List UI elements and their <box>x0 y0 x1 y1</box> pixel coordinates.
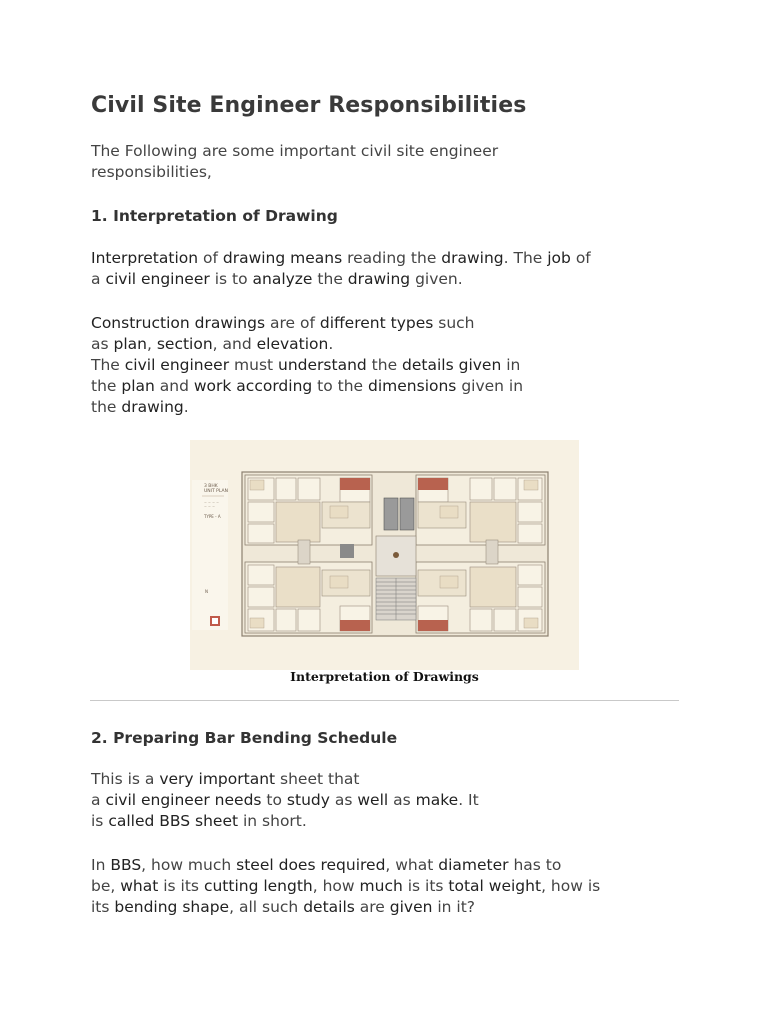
body-text: has to <box>508 856 562 874</box>
body-text: a <box>91 270 106 288</box>
keyword-text: well <box>357 791 389 809</box>
body-text: of <box>570 249 591 267</box>
intro-line-2: responsibilities, <box>91 163 212 181</box>
body-text: reading the <box>342 249 442 267</box>
section-2-paragraph-2 <box>91 855 691 918</box>
body-text: are of <box>265 314 320 332</box>
keyword-text: given <box>389 898 433 916</box>
body-text: , how <box>312 877 360 895</box>
floor-plan-image <box>190 440 579 670</box>
intro-paragraph <box>91 141 691 183</box>
keyword-text: work according <box>193 377 313 395</box>
body-text: as <box>329 791 358 809</box>
keyword-text: drawing means <box>222 249 343 267</box>
body-text: of <box>198 249 223 267</box>
intro-line-1: The Following are some important civil site engineer <box>91 142 499 160</box>
body-text: , what <box>385 856 439 874</box>
keyword-text: total weight <box>448 877 542 895</box>
keyword-text: civil engineer needs <box>105 791 262 809</box>
body-text: . <box>183 398 189 416</box>
body-text: is <box>91 812 109 830</box>
keyword-text: different types <box>319 314 434 332</box>
divider <box>90 700 679 701</box>
keyword-text: steel does required <box>236 856 386 874</box>
line <box>91 856 561 874</box>
keyword-text: details <box>303 898 355 916</box>
keyword-text: dimensions <box>368 377 457 395</box>
body-text: . <box>328 335 334 353</box>
body-text: to the <box>312 377 369 395</box>
line <box>91 877 600 895</box>
line <box>91 377 523 395</box>
section-1-paragraph-2 <box>91 313 691 418</box>
keyword-text: what <box>120 877 159 895</box>
section-2-heading: 2. Preparing Bar Bending Schedule <box>91 729 398 747</box>
body-text: , how much <box>141 856 237 874</box>
line <box>91 791 479 809</box>
body-text: the <box>91 398 122 416</box>
keyword-text: understand <box>278 356 367 374</box>
body-text: sheet that <box>275 770 360 788</box>
body-text: , and <box>212 335 257 353</box>
keyword-text: Construction drawings <box>91 314 266 332</box>
keyword-text: details given <box>402 356 502 374</box>
keyword-text: section <box>156 335 213 353</box>
line <box>91 398 189 416</box>
body-text: in <box>501 356 521 374</box>
legend-type: TYPE - A <box>204 514 221 519</box>
body-text: its <box>91 898 115 916</box>
keyword-text: elevation <box>256 335 329 353</box>
line <box>91 770 360 788</box>
line <box>91 270 463 288</box>
body-text: as <box>91 335 114 353</box>
body-text: the <box>366 356 403 374</box>
floor-plan-drawing <box>190 440 579 670</box>
body-text: and <box>154 377 194 395</box>
body-text: such <box>433 314 475 332</box>
body-text: a <box>91 791 106 809</box>
legend-title: 3 BHK UNIT PLAN <box>204 484 228 494</box>
keyword-text: drawing <box>121 398 184 416</box>
section-1-heading: 1. Interpretation of Drawing <box>91 207 338 225</box>
keyword-text: called BBS sheet <box>108 812 239 830</box>
keyword-text: make <box>415 791 459 809</box>
body-text: be, <box>91 877 121 895</box>
body-text: , <box>146 335 157 353</box>
page-title: Civil Site Engineer Responsibilities <box>91 93 527 118</box>
keyword-text: plan <box>113 335 147 353</box>
body-text: is its <box>402 877 449 895</box>
keyword-text: BBS <box>110 856 142 874</box>
body-text: given in <box>456 377 524 395</box>
body-text: This is a <box>91 770 160 788</box>
keyword-text: civil engineer <box>124 356 230 374</box>
body-text: the <box>91 377 122 395</box>
body-text: is its <box>158 877 204 895</box>
keyword-text: analyze <box>252 270 313 288</box>
body-text: to <box>261 791 287 809</box>
body-text: In <box>91 856 111 874</box>
body-text: . The <box>503 249 548 267</box>
keyword-text: plan <box>121 377 155 395</box>
line <box>91 898 475 916</box>
svg-text:N: N <box>205 589 208 594</box>
body-text: , all such <box>229 898 304 916</box>
body-text: the <box>312 270 348 288</box>
figure-caption: Interpretation of Drawings <box>290 669 479 684</box>
body-text: must <box>229 356 279 374</box>
keyword-text: drawing <box>441 249 504 267</box>
body-text: , how is <box>541 877 601 895</box>
keyword-text: Interpretation <box>91 249 199 267</box>
section-1-paragraph-1 <box>91 248 691 290</box>
body-text: are <box>354 898 390 916</box>
keyword-text: civil engineer <box>105 270 210 288</box>
keyword-text: drawing <box>347 270 411 288</box>
body-text: The <box>91 356 125 374</box>
keyword-text: very important <box>159 770 276 788</box>
line <box>91 812 307 830</box>
section-2-paragraph-1 <box>91 769 691 832</box>
body-text: in short. <box>238 812 307 830</box>
keyword-text: much <box>359 877 403 895</box>
body-text: as <box>388 791 416 809</box>
keyword-text: job <box>547 249 571 267</box>
body-text: given. <box>410 270 463 288</box>
keyword-text: diameter <box>438 856 509 874</box>
body-text: is to <box>209 270 253 288</box>
line <box>91 335 333 353</box>
keyword-text: cutting length <box>203 877 313 895</box>
keyword-text: bending shape <box>114 898 230 916</box>
svg-text:~ ~ ~ ~~ ~ ~: ~ ~ ~ ~ ~ ~ ~ <box>204 501 220 509</box>
line <box>91 249 591 267</box>
keyword-text: study <box>286 791 330 809</box>
body-text: in it? <box>432 898 476 916</box>
line <box>91 314 475 332</box>
body-text: . It <box>458 791 479 809</box>
line <box>91 356 520 374</box>
